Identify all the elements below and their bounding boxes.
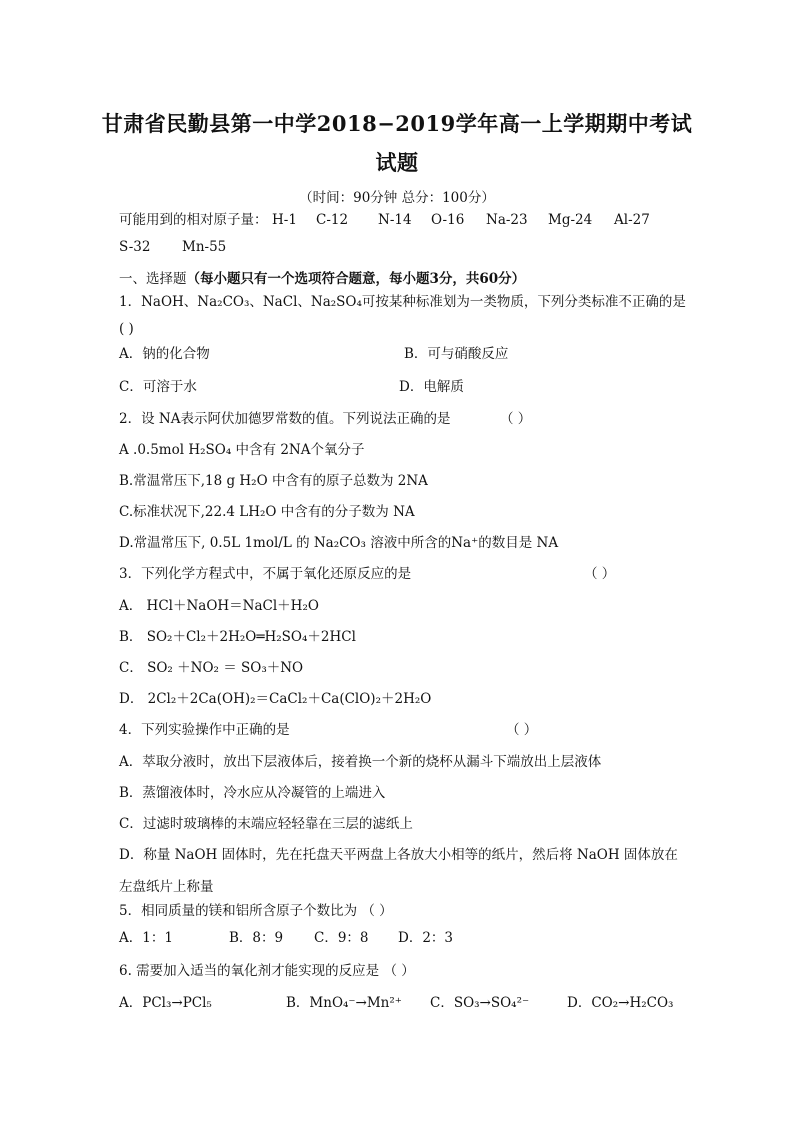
option: B．8：9 [229, 930, 284, 946]
question-stem-cont: ( ) [119, 321, 134, 337]
option: D.常温常压下, 0.5L 1mol/L 的 Na₂CO₃ 溶液中所含的Na⁺的数目是 NA [119, 535, 559, 551]
question-stem: 4．下列实验操作中正确的是 [119, 722, 290, 738]
option: D．电解质 [399, 379, 464, 395]
option: A．1：1 [119, 930, 173, 946]
option: D．CO₂→H₂CO₃ [567, 995, 674, 1011]
option: B．MnO₄⁻→Mn²⁺ [286, 995, 402, 1011]
option: D．称量 NaOH 固体时，先在托盘天平两盘上各放大小相等的纸片，然后将 NaOH 固体放在 [119, 847, 678, 863]
time-info: （时间：90分钟 总分：100分） [299, 190, 495, 206]
option: A．钠的化合物 [119, 346, 210, 362]
option: B．蒸馏液体时，冷水应从冷凝管的上端进入 [119, 785, 386, 801]
option: B.常温常压下,18 g H₂O 中含有的原子总数为 2NA [119, 473, 428, 489]
option: D． 2Cl₂＋2Ca(OH)₂＝CaCl₂＋Ca(ClO)₂＋2H₂O [119, 691, 432, 707]
option: C.标准状况下,22.4 LH₂O 中含有的分子数为 NA [119, 504, 415, 520]
answer-blank: （ ） [500, 411, 532, 427]
question-stem: 2．设 NA表示阿伏加德罗常数的值。下列说法正确的是 [119, 411, 451, 427]
question-stem: 5．相同质量的镁和铝所含原子个数比为 （ ） [119, 903, 393, 919]
option-cont: 左盘纸片上称量 [119, 879, 214, 895]
option: A． HCl＋NaOH＝NaCl＋H₂O [119, 598, 319, 614]
option: A .0.5mol H₂SO₄ 中含有 2NA个氧分子 [119, 442, 365, 458]
option: B． SO₂＋Cl₂＋2H₂O═H₂SO₄＋2HCl [119, 629, 356, 645]
atomic-mass-item: C-12 [316, 212, 349, 228]
exam-title-line1: 甘肃省民勤县第一中学2018−2019学年高一上学期期中考试 [101, 111, 693, 136]
option: C．9：8 [314, 930, 369, 946]
option: C． SO₂ ＋NO₂ ＝ SO₃＋NO [119, 660, 304, 676]
question-stem: 6. 需要加入适当的氧化剂才能实现的反应是 （ ） [119, 963, 415, 979]
section-heading-prefix: 一、选择题 [119, 271, 187, 287]
question-stem: 1．NaOH、Na₂CO₃、NaCl、Na₂SO₄可按某种标准划为一类物质，下列分类标准不正确的是 [119, 294, 686, 310]
option: C．SO₃→SO₄²⁻ [430, 995, 530, 1011]
atomic-mass-item: N-14 [378, 212, 412, 228]
atomic-mass-item: Mn-55 [182, 239, 227, 255]
atomic-mass-item: O-16 [431, 212, 465, 228]
atomic-mass-item: Al-27 [614, 212, 650, 228]
option: C．过滤时玻璃棒的末端应轻轻靠在三层的滤纸上 [119, 816, 413, 832]
option: C．可溶于水 [119, 379, 197, 395]
answer-blank: （ ） [584, 566, 616, 582]
atomic-mass-item: Na-23 [486, 212, 528, 228]
atomic-mass-item: H-1 [272, 212, 297, 228]
option: A．PCl₃→PCl₅ [119, 995, 212, 1011]
section-heading [119, 270, 525, 288]
atomic-mass-item: S-32 [119, 239, 151, 255]
atomic-mass-item: Mg-24 [548, 212, 593, 228]
question-stem: 3．下列化学方程式中，不属于氧化还原反应的是 [119, 566, 412, 582]
option: D．2：3 [398, 930, 454, 946]
section-heading-note: （每小题只有一个选项符合题意，每小题3分，共60分） [186, 271, 526, 287]
exam-title-line2: 试题 [375, 150, 419, 175]
option: B．可与硝酸反应 [404, 346, 509, 362]
answer-blank: （ ） [506, 722, 538, 738]
option: A．萃取分液时，放出下层液体后，接着换一个新的烧杯从漏斗下端放出上层液体 [119, 754, 602, 770]
atomic-mass-label: 可能用到的相对原子量： [119, 212, 268, 228]
